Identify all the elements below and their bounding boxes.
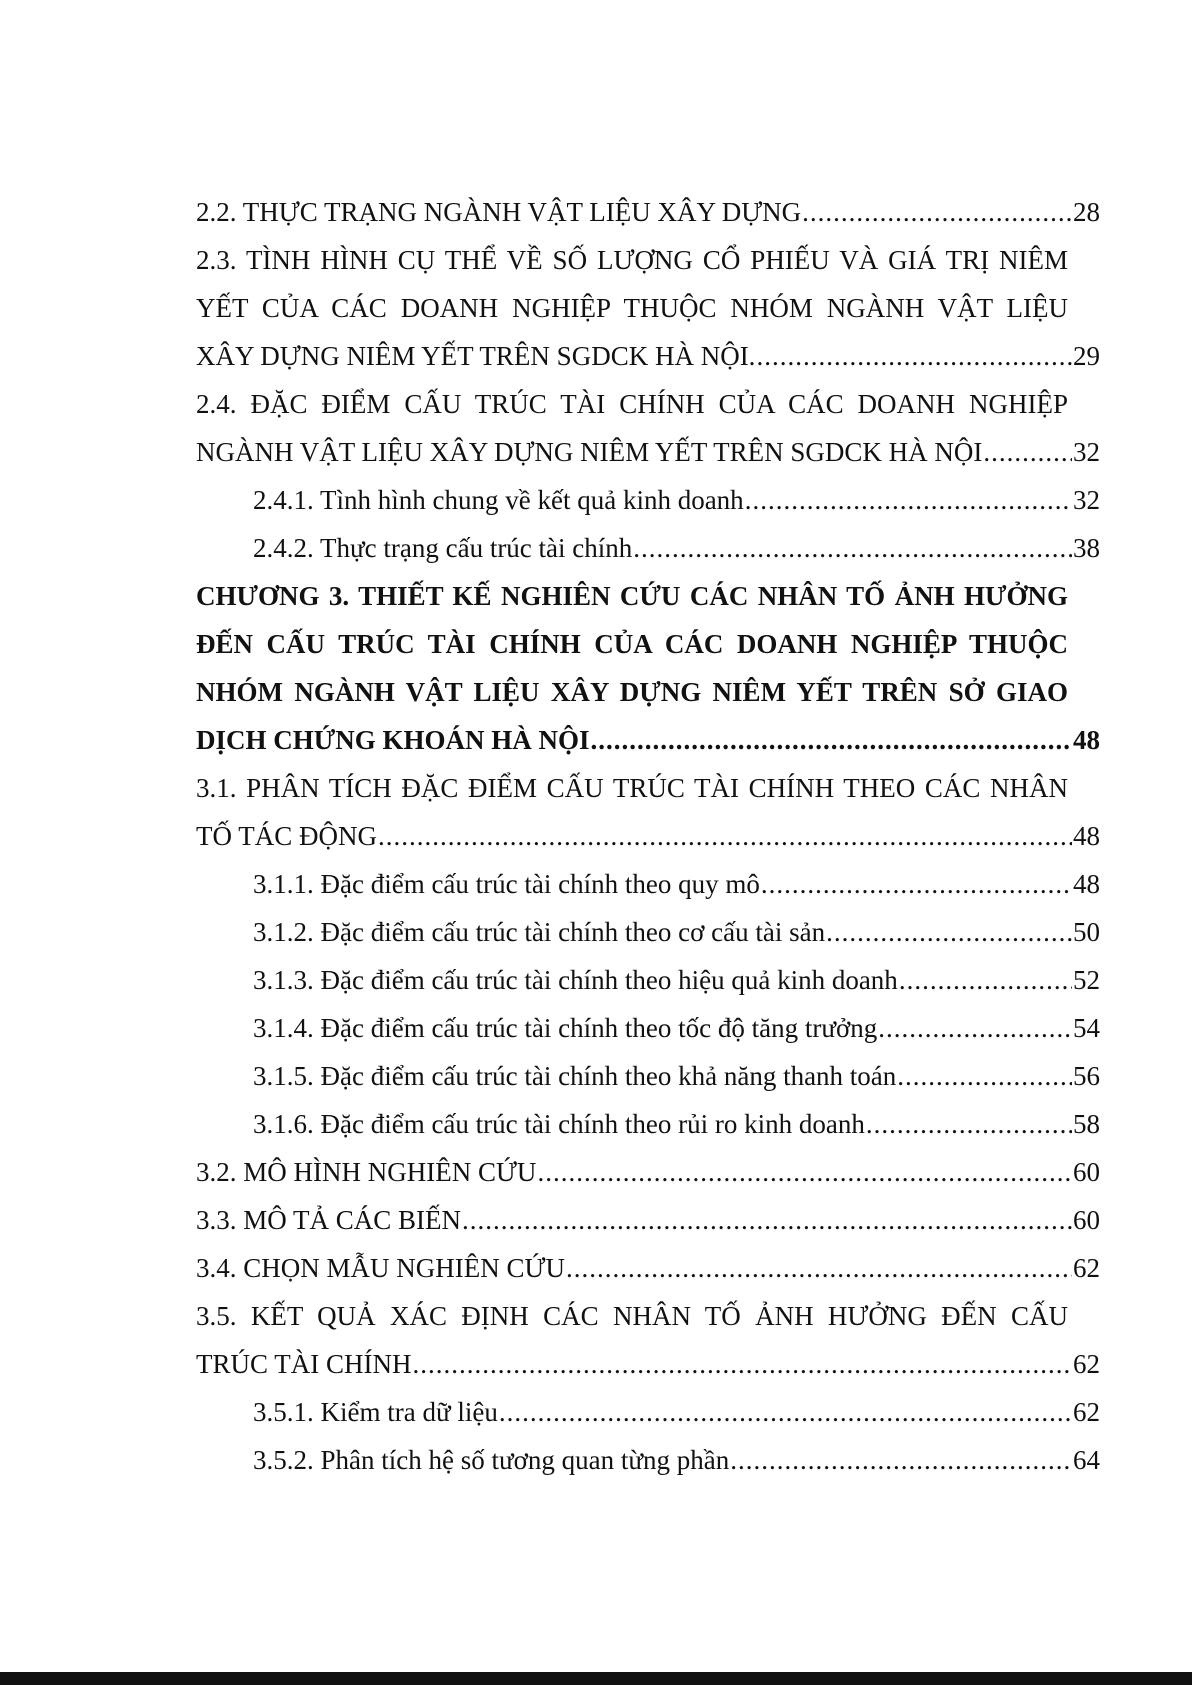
toc-chapter-3-line1: CHƯƠNG 3. THIẾT KẾ NGHIÊN CỨU CÁC NHÂN TỐ ẢNH HƯỞNG	[196, 581, 1068, 611]
page-number: 60	[1073, 1205, 1100, 1235]
page-number: 38	[1073, 533, 1100, 563]
toc-entry-3-1-line2: TỐ TÁC ĐỘNG ..... 48	[196, 812, 1100, 860]
toc-entry-3-2: 3.2. MÔ HÌNH NGHIÊN CỨU ..... 60	[196, 1148, 1100, 1196]
toc-chapter-3-line3: NHÓM NGÀNH VẬT LIỆU XÂY DỰNG NIÊM YẾT TRÊN SỞ GIAO	[196, 677, 1068, 707]
toc-entry-3-4: 3.4. CHỌN MẪU NGHIÊN CỨU ..... 62	[196, 1244, 1100, 1292]
page-number: 48	[1073, 869, 1100, 899]
page-number: 52	[1073, 965, 1100, 995]
page-number: 62	[1073, 1349, 1100, 1379]
toc-entry-3-1-6: 3.1.6. Đặc điểm cấu trúc tài chính theo rủi ro kinh doanh ..... 58	[196, 1100, 1100, 1148]
toc-entry-3-5-line2: TRÚC TÀI CHÍNH ..... 62	[196, 1340, 1100, 1388]
toc-entry-3-1-1: 3.1.1. Đặc điểm cấu trúc tài chính theo quy mô ..... 48	[196, 860, 1100, 908]
toc-entry-2-4-1: 2.4.1. Tình hình chung về kết quả kinh doanh ..... 32	[196, 476, 1100, 524]
toc-entry-2-4-2: 2.4.2. Thực trạng cấu trúc tài chính ..... 38	[196, 524, 1100, 572]
table-of-contents	[196, 188, 1100, 1484]
page-number: 48	[1073, 821, 1100, 851]
toc-entry-2-3-line3: XÂY DỰNG NIÊM YẾT TRÊN SGDCK HÀ NỘI. ..... 29	[196, 332, 1100, 380]
toc-chapter-3-line4: DỊCH CHỨNG KHOÁN HÀ NỘI ..... 48	[196, 716, 1100, 764]
toc-entry-2-4-line2: NGÀNH VẬT LIỆU XÂY DỰNG NIÊM YẾT TRÊN SGDCK HÀ NỘI ..... 32	[196, 428, 1100, 476]
toc-entry-3-5-1: 3.5.1. Kiểm tra dữ liệu ..... 62	[196, 1388, 1100, 1436]
toc-entry-3-3: 3.3. MÔ TẢ CÁC BIẾN ..... 60	[196, 1196, 1100, 1244]
page-number: 32	[1073, 437, 1100, 467]
page-number: 29	[1073, 341, 1100, 371]
page-number: 28	[1073, 197, 1100, 227]
toc-entry-3-1-4: 3.1.4. Đặc điểm cấu trúc tài chính theo tốc độ tăng trưởng ..... 54	[196, 1004, 1100, 1052]
toc-entry-2-3-line2: YẾT CỦA CÁC DOANH NGHIỆP THUỘC NHÓM NGÀNH VẬT LIỆU	[196, 293, 1068, 323]
toc-entry-3-1-line1: 3.1. PHÂN TÍCH ĐẶC ĐIỂM CẤU TRÚC TÀI CHÍNH THEO CÁC NHÂN	[196, 773, 1068, 803]
page-number: 50	[1073, 917, 1100, 947]
toc-entry-3-1-5: 3.1.5. Đặc điểm cấu trúc tài chính theo khả năng thanh toán ..... 56	[196, 1052, 1100, 1100]
page-number: 32	[1073, 485, 1100, 515]
page-number: 58	[1073, 1109, 1100, 1139]
toc-chapter-3-line2: ĐẾN CẤU TRÚC TÀI CHÍNH CỦA CÁC DOANH NGHIỆP THUỘC	[196, 629, 1068, 659]
toc-entry-2-3-line1: 2.3. TÌNH HÌNH CỤ THỂ VỀ SỐ LƯỢNG CỔ PHIẾU VÀ GIÁ TRỊ NIÊM	[196, 245, 1068, 275]
page-number: 48	[1073, 725, 1100, 755]
page-number: 62	[1073, 1397, 1100, 1427]
toc-entry-3-1-3: 3.1.3. Đặc điểm cấu trúc tài chính theo hiệu quả kinh doanh ..... 52	[196, 956, 1100, 1004]
page-number: 54	[1073, 1013, 1100, 1043]
toc-entry-3-5-2: 3.5.2. Phân tích hệ số tương quan từng phần ..... 64	[196, 1436, 1100, 1484]
page-number: 56	[1073, 1061, 1100, 1091]
toc-entry-3-1-2: 3.1.2. Đặc điểm cấu trúc tài chính theo cơ cấu tài sản ..... 50	[196, 908, 1100, 956]
bottom-edge-bar	[0, 1672, 1192, 1685]
toc-entry-2-2: 2.2. THỰC TRẠNG NGÀNH VẬT LIỆU XÂY DỰNG ..... 28	[196, 188, 1100, 236]
page-number: 64	[1073, 1445, 1100, 1475]
toc-entry-2-4-line1: 2.4. ĐẶC ĐIỂM CẤU TRÚC TÀI CHÍNH CỦA CÁC DOANH NGHIỆP	[196, 389, 1068, 419]
page-number: 60	[1073, 1157, 1100, 1187]
toc-entry-3-5-line1: 3.5. KẾT QUẢ XÁC ĐỊNH CÁC NHÂN TỐ ẢNH HƯỞNG ĐẾN CẤU	[196, 1301, 1068, 1331]
page-number: 62	[1073, 1253, 1100, 1283]
